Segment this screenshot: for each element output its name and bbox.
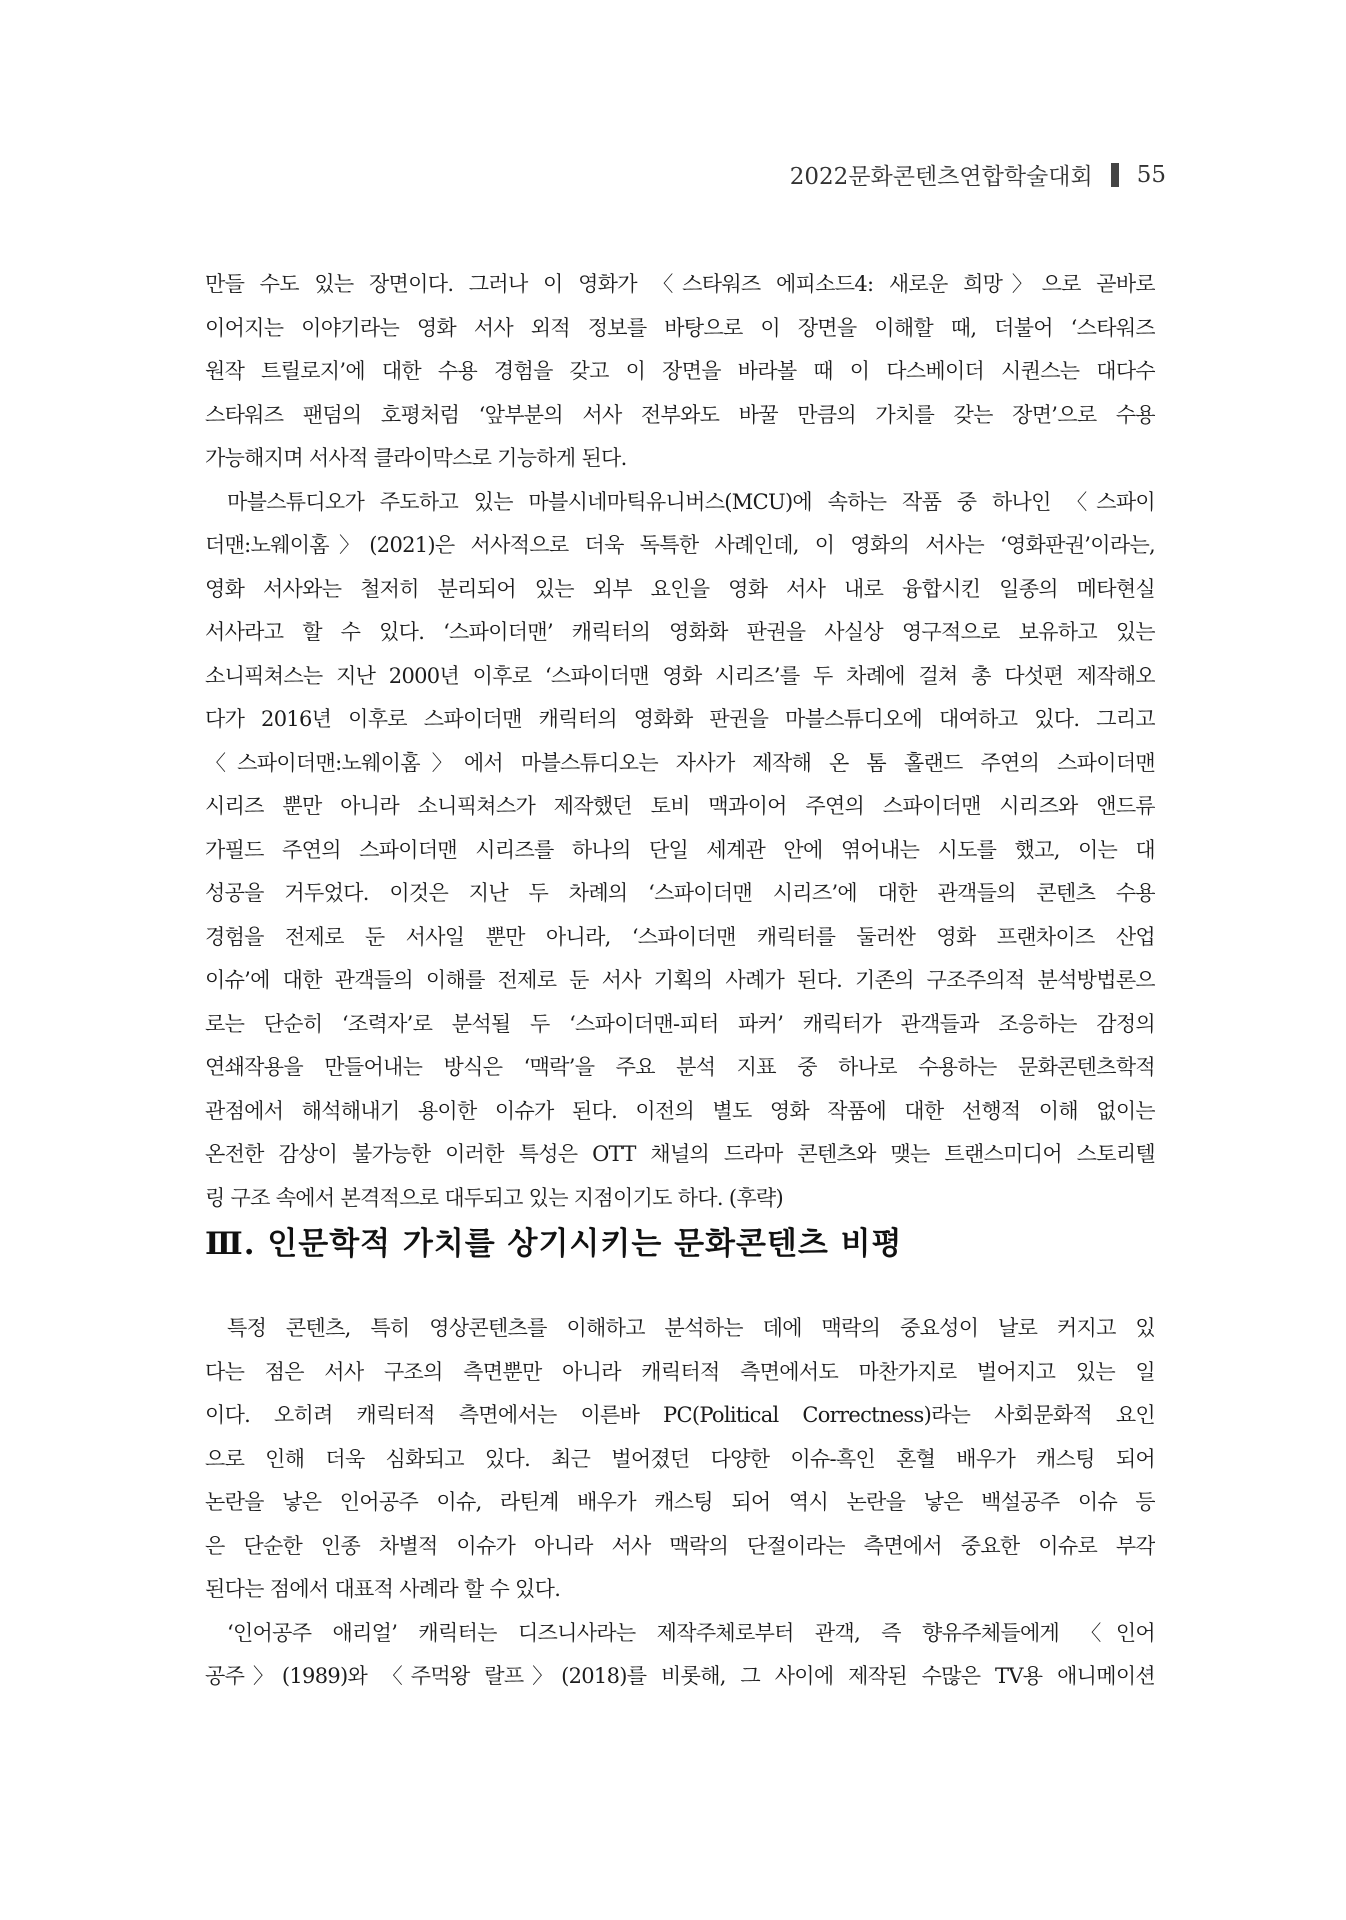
text-line: 원작 트릴로지’에 대한 수용 경험을 갖고 이 장면을 바라볼 때 이 다스베이더 시퀀스는 대다수 (205, 359, 1155, 383)
text-line: 서사라고 할 수 있다. ‘스파이더맨’ 캐릭터의 영화화 판권을 사실상 영구적으로 보유하고 있는 (205, 620, 1155, 644)
running-header (790, 158, 1166, 191)
text-line: 된다는 점에서 대표적 사례라 할 수 있다. (205, 1577, 561, 1601)
text-line: 공주〉(1989)와 〈주먹왕 랄프〉(2018)를 비롯해, 그 사이에 제작된 수많은 TV용 애니메이션 (205, 1664, 1155, 1688)
text-line: 마블스튜디오가 주도하고 있는 마블시네마틱유니버스(MCU)에 속하는 작품 중 하나인 〈스파이 (227, 489, 1155, 514)
text-line: 로는 단순히 ‘조력자’로 분석될 두 ‘스파이더맨-피터 파커’ 캐릭터가 관객들과 조응하는 감정의 (205, 1011, 1155, 1036)
section-heading: Ⅲ. 인문학적 가치를 상기시키는 문화콘텐츠 비평 (205, 1226, 903, 1262)
text-line: 소니픽쳐스는 지난 2000년 이후로 ‘스파이더맨 영화 시리즈’를 두 차례에 걸쳐 총 다섯편 제작해오 (205, 663, 1155, 688)
text-line: 은 단순한 인종 차별적 이슈가 아니라 서사 맥락의 단절이라는 측면에서 중요한 이슈로 부각 (205, 1533, 1155, 1558)
header-separator (1111, 163, 1119, 187)
text-line: 논란을 낳은 인어공주 이슈, 라틴계 배우가 캐스팅 되어 역시 논란을 낳은 백설공주 이슈 등 (205, 1490, 1155, 1514)
text-line: 만들 수도 있는 장면이다. 그러나 이 영화가 〈스타워즈 에피소드4: 새로운 희망〉으로 곧바로 (205, 272, 1155, 296)
body-text-block-1 (205, 263, 1155, 1220)
text-line: 관점에서 해석해내기 용이한 이슈가 된다. 이전의 별도 영화 작품에 대한 선행적 이해 없이는 (205, 1098, 1155, 1123)
text-line: 경험을 전제로 둔 서사일 뿐만 아니라, ‘스파이더맨 캐릭터를 둘러싼 영화 프랜차이즈 산업 (205, 924, 1155, 949)
text-line: 더맨:노웨이홈〉(2021)은 서사적으로 더욱 독특한 사례인데, 이 영화의 서사는 ‘영화판권’이라는, (205, 533, 1155, 557)
page-number: 55 (1136, 161, 1166, 188)
text-line: 시리즈 뿐만 아니라 소니픽쳐스가 제작했던 토비 맥과이어 주연의 스파이더맨 시리즈와 앤드류 (205, 794, 1155, 818)
text-line: 이어지는 이야기라는 영화 서사 외적 정보를 바탕으로 이 장면을 이해할 때, 더불어 ‘스타워즈 (205, 315, 1155, 340)
text-line: 성공을 거두었다. 이것은 지난 두 차례의 ‘스파이더맨 시리즈’에 대한 관객들의 콘텐츠 수용 (205, 881, 1155, 905)
text-line: 스타워즈 팬덤의 호평처럼 ‘앞부분의 서사 전부와도 바꿀 만큼의 가치를 갖는 장면’으로 수용 (205, 402, 1155, 427)
text-line: 가능해지며 서사적 클라이막스로 기능하게 된다. (205, 446, 627, 470)
text-line: 다가 2016년 이후로 스파이더맨 캐릭터의 영화화 판권을 마블스튜디오에 대여하고 있다. 그리고 (205, 707, 1155, 731)
conference-title: 2022문화콘텐츠연합학술대회 (789, 164, 1093, 190)
text-line: 연쇄작용을 만들어내는 방식은 ‘맥락’을 주요 분석 지표 중 하나로 수용하는 문화콘텐츠학적 (205, 1055, 1155, 1079)
text-line: 온전한 감상이 불가능한 이러한 특성은 OTT 채널의 드라마 콘텐츠와 맺는 트랜스미디어 스토리텔 (205, 1142, 1155, 1166)
text-line: 다는 점은 서사 구조의 측면뿐만 아니라 캐릭터적 측면에서도 마찬가지로 벌어지고 있는 일 (205, 1359, 1155, 1384)
text-line: 이슈’에 대한 관객들의 이해를 전제로 둔 서사 기획의 사례가 된다. 기존의 구조주의적 분석방법론으 (205, 968, 1155, 992)
text-line: 〈스파이더맨:노웨이홈〉에서 마블스튜디오는 자사가 제작해 온 톰 홀랜드 주연의 스파이더맨 (205, 750, 1155, 775)
text-line: ‘인어공주 애리얼’ 캐릭터는 디즈니사라는 제작주체로부터 관객, 즉 향유주체들에게 〈인어 (227, 1620, 1155, 1645)
text-line: 영화 서사와는 철저히 분리되어 있는 외부 요인을 영화 서사 내로 융합시킨 일종의 메타현실 (205, 576, 1155, 601)
text-line: 가필드 주연의 스파이더맨 시리즈를 하나의 단일 세계관 안에 엮어내는 시도를 했고, 이는 대 (205, 837, 1155, 862)
text-line: 으로 인해 더욱 심화되고 있다. 최근 벌어졌던 다양한 이슈-흑인 혼혈 배우가 캐스팅 되어 (205, 1446, 1155, 1471)
text-line: 특정 콘텐츠, 특히 영상콘텐츠를 이해하고 분석하는 데에 맥락의 중요성이 날로 커지고 있 (227, 1316, 1155, 1340)
body-text-block-2 (205, 1307, 1155, 1699)
text-line: 링 구조 속에서 본격적으로 대두되고 있는 지점이기도 하다. (후략) (205, 1185, 783, 1210)
text-line: 이다. 오히려 캐릭터적 측면에서는 이른바 PC(Political Correctness)라는 사회문화적 요인 (205, 1403, 1155, 1427)
